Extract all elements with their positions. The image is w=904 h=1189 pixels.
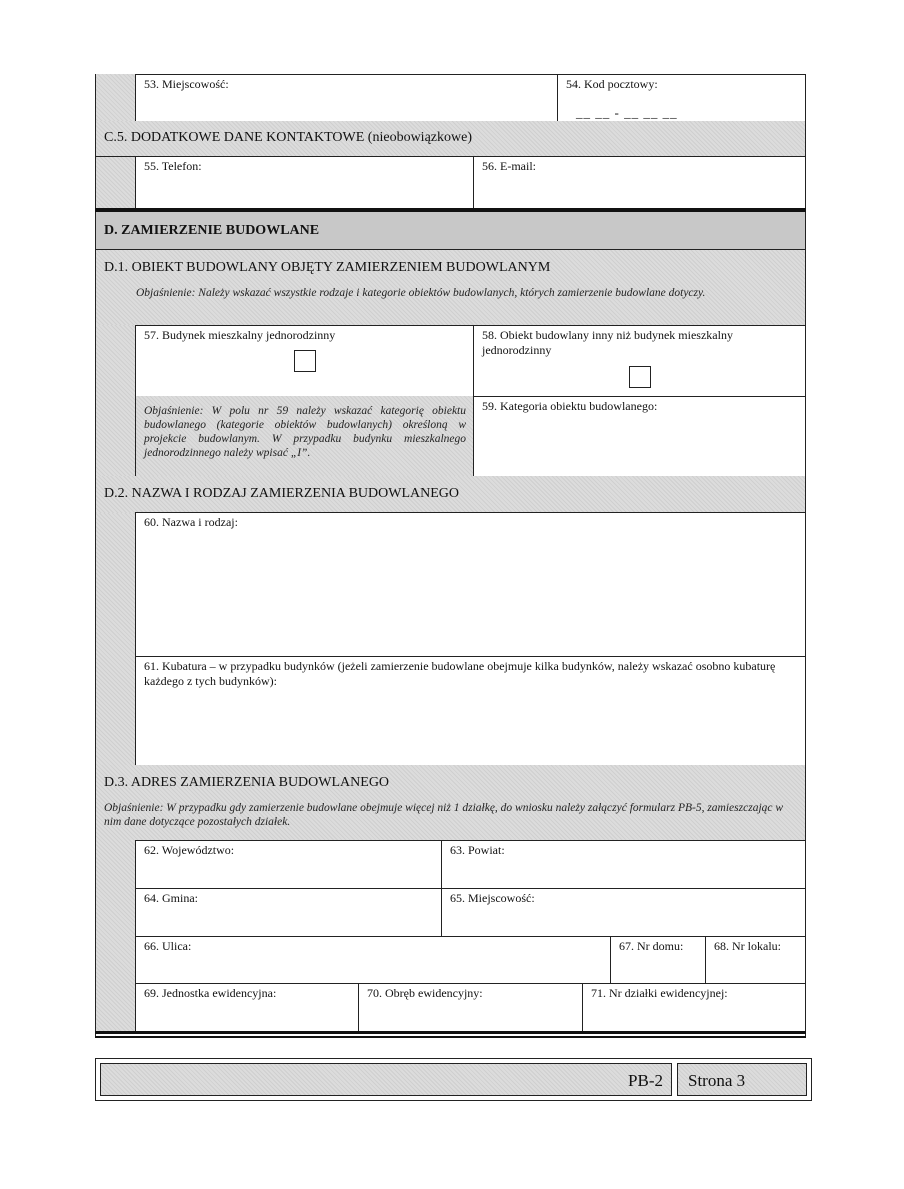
field-69-label: 69. Jednostka ewidencyjna: [144, 986, 277, 1000]
field-54-label: 54. Kod pocztowy: [566, 77, 658, 91]
postal-code-mask: __ __ - __ __ __ [576, 105, 678, 120]
footer-page-box [677, 1063, 807, 1096]
field-71-label: 71. Nr działki ewidencyjnej: [591, 986, 728, 1000]
field-68-label: 68. Nr lokalu: [714, 939, 781, 953]
footer-form-code: PB-2 [628, 1071, 663, 1090]
field-63-label: 63. Powiat: [450, 843, 505, 857]
section-d3-title: D.3. ADRES ZAMIERZENIA BUDOWLANEGO [104, 775, 390, 790]
section-d1-note: Objaśnienie: Należy wskazać wszystkie rodzaje i kategorie obiektów budowlanych, których zamierzenie budowlane dotyczy. [136, 287, 706, 299]
field-55-telefon[interactable] [135, 156, 474, 209]
field-66-ulica[interactable] [135, 936, 611, 984]
section-d-header [96, 212, 805, 250]
field-64-label: 64. Gmina: [144, 891, 198, 905]
field-62-label: 62. Województwo: [144, 843, 235, 857]
field-53-miejscowosc[interactable] [135, 74, 558, 122]
field-57-checkbox[interactable] [294, 350, 316, 372]
field-67-label: 67. Nr domu: [619, 939, 684, 953]
field-55-label: 55. Telefon: [144, 159, 202, 173]
section-c5-header [96, 121, 805, 157]
field-59-kategoria[interactable] [473, 396, 806, 477]
field-62-wojewodztwo[interactable] [135, 840, 442, 889]
field-66-label: 66. Ulica: [144, 939, 192, 953]
field-69-jednostka[interactable] [135, 983, 359, 1032]
footer-form-code-box [100, 1063, 672, 1096]
footer-page-number: Strona 3 [688, 1071, 746, 1090]
section-d3-header [96, 765, 805, 841]
left-margin-d [96, 325, 135, 1032]
field-60-label: 60. Nazwa i rodzaj: [144, 515, 238, 529]
field-58-label: 58. Obiekt budowlany inny niż budynek mieszkalny jednorodzinny [482, 328, 733, 357]
form-bottom-rule-2 [95, 1036, 806, 1038]
field-71-nr-dzialki[interactable] [582, 983, 806, 1032]
field-58-obiekt-inny[interactable] [473, 325, 806, 397]
form-bottom-rule [95, 1031, 806, 1034]
section-c5-title: C.5. DODATKOWE DANE KONTAKTOWE (nieobowiązkowe) [104, 130, 472, 145]
field-67-nr-domu[interactable] [610, 936, 706, 984]
section-d1-title: D.1. OBIEKT BUDOWLANY OBJĘTY ZAMIERZENIEM BUDOWLANYM [104, 260, 551, 275]
field-63-powiat[interactable] [441, 840, 806, 889]
field-68-nr-lokalu[interactable] [705, 936, 806, 984]
field-65-label: 65. Miejscowość: [450, 891, 535, 905]
field-70-obreb[interactable] [358, 983, 583, 1032]
field-65-miejscowosc[interactable] [441, 888, 806, 937]
field-61-kubatura[interactable] [135, 656, 806, 766]
field-61-label: 61. Kubatura – w przypadku budynków (jeżeli zamierzenie budowlane obejmuje kilka budynków, należy wskazać osobno kubaturę każdego z tych budynków): [144, 659, 776, 688]
field-59-note-area [135, 396, 474, 477]
section-d3-note: Objaśnienie: W przypadku gdy zamierzenie budowlane obejmuje więcej niż 1 działkę, do wniosku należy załączyć formularz PB-5, zamieszczając w nim dane dotyczące pozostałych działek. [104, 802, 784, 828]
field-57-label: 57. Budynek mieszkalny jednorodzinny [144, 328, 336, 342]
field-70-label: 70. Obręb ewidencyjny: [367, 986, 483, 1000]
field-56-email[interactable] [473, 156, 806, 209]
field-54-kod-pocztowy[interactable] [557, 74, 806, 122]
field-56-label: 56. E-mail: [482, 159, 536, 173]
section-d1-header [96, 250, 805, 326]
field-64-gmina[interactable] [135, 888, 442, 937]
field-53-label: 53. Miejscowość: [144, 77, 229, 91]
field-59-note: Objaśnienie: W polu nr 59 należy wskazać kategorię obiektu budowlanego (kategorie obiektów budowlanych) określoną w projekcie budowlanym. W przypadku budynku mieszkalnego jednorodzinnego należy wpisać „I”. [144, 405, 466, 459]
field-59-label: 59. Kategoria obiektu budowlanego: [482, 399, 658, 413]
field-60-nazwa-rodzaj[interactable] [135, 512, 806, 657]
field-57-budynek-jednorodzinny[interactable] [135, 325, 474, 397]
section-d-title: D. ZAMIERZENIE BUDOWLANE [104, 223, 320, 238]
section-d2-title: D.2. NAZWA I RODZAJ ZAMIERZENIA BUDOWLANEGO [104, 486, 460, 501]
section-d2-header [96, 476, 805, 513]
field-58-checkbox[interactable] [629, 366, 651, 388]
page-footer [95, 1058, 812, 1101]
